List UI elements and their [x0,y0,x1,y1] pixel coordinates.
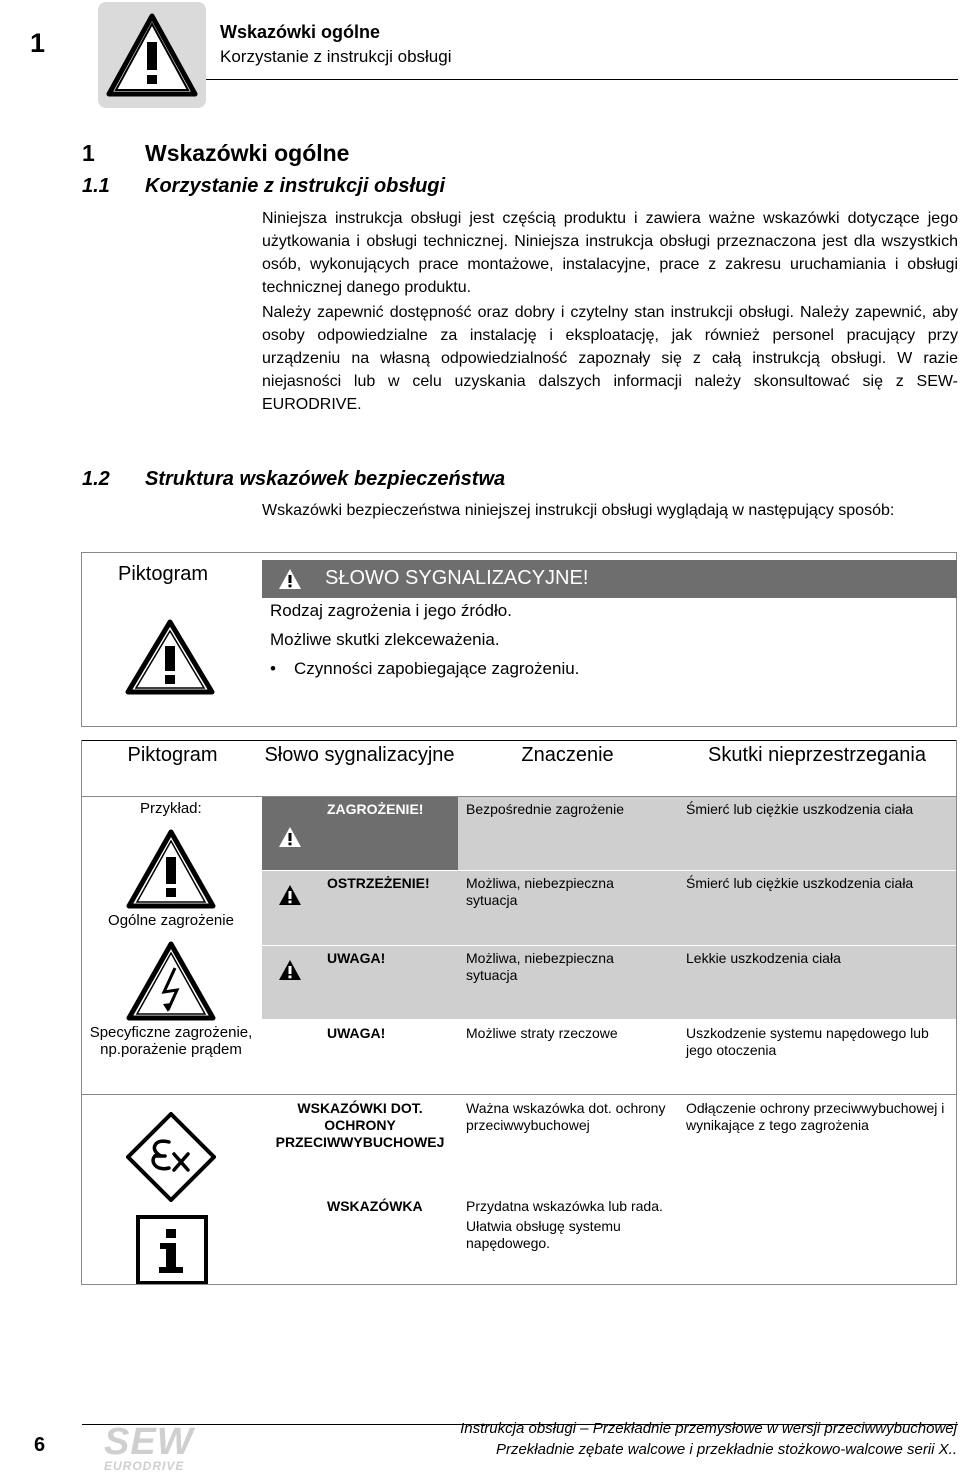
table-left-border [81,1094,82,1284]
logo-eurodrive: EURODRIVE [104,1459,185,1473]
hazard-consequence: Możliwe skutki zlekceważenia. [270,630,500,649]
hazard-prevention: Czynności zapobiegające zagrożeniu. [294,659,580,678]
header-warning-box [98,2,206,108]
paragraph-1: Niniejsza instrukcja obsługi jest częścią produktu i zawiera ważne wskazówki dotyczące jego użytkowania i obsługi technicznej. Niniejsza instrukcja obsługi przeznaczona jest dla wszystkich osób, wykonujących prace montażowe, instalacyjne, prace z zakresu uruchamiania i obsługi technicznej danego produktu. [262,210,958,296]
header-subtitle: Korzystanie z instrukcji obsługi [220,47,452,66]
section-number: 1.2 [82,468,110,490]
meaning-warning: Możliwa, niebezpieczna sytuacja [466,875,614,908]
consequence-danger: Śmierć lub ciężkie uszkodzenia ciała [686,801,914,817]
section-1-2-intro: Wskazówki bezpieczeństwa niniejszej instrukcji obsługi wyglądają w następujący sposób: [262,502,895,519]
consequence-caution: Lekkie uszkodzenia ciała [686,950,841,966]
table-right-border [956,1094,957,1284]
section-1-1-heading [82,175,445,198]
consequence-ex: Odłączenie ochrony przeciwwybuchowej i wynikające z tego zagrożenia [686,1100,945,1133]
explosion-protection-icon [126,1112,216,1202]
chapter-number: 1 [30,28,46,58]
header-rule [206,79,958,80]
table-top-rule [81,740,957,741]
meaning-info: Przydatna wskazówka lub rada. [466,1198,663,1214]
small-warning-icon [278,884,302,906]
warning-triangle-icon [98,2,206,108]
section-number: 1.1 [82,175,110,197]
sew-eurodrive-logo [104,1421,194,1473]
section-1-heading [82,140,349,167]
col-header-signal-word: Słowo sygnalizacyjne [264,744,455,766]
electric-hazard-icon [125,940,217,1022]
general-hazard-label: Ogólne zagrożenie [108,912,234,929]
col-header-consequence: Skutki nieprzestrzegania [708,744,926,766]
section-title: Korzystanie z instrukcji obsługi [145,175,446,197]
section-1-2-heading [82,468,505,491]
signal-word-ex: WSKAZÓWKI DOT. OCHRONY PRZECIWWYBUCHOWEJ [275,1100,445,1150]
meaning-notice: Możliwe straty rzeczowe [466,1025,618,1041]
small-warning-icon [278,568,302,590]
specific-hazard-label: Specyficzne zagrożenie, np.porażenie prądem [89,1024,253,1058]
small-warning-icon [278,826,302,848]
signal-word-caution: UWAGA! [327,950,386,966]
table-right-border [956,740,957,1094]
col-header-meaning: Znaczenie [521,744,614,766]
section-title: Struktura wskazówek bezpieczeństwa [145,468,506,490]
consequence-warning: Śmierć lub ciężkie uszkodzenia ciała [686,875,914,891]
section-number: 1 [82,140,95,166]
general-hazard-icon [125,828,217,910]
signal-word-danger: ZAGROŻENIE! [327,801,424,817]
section-title: Wskazówki ogólne [145,140,350,166]
meaning-info-2: Ułatwia obsługę systemu napędowego. [466,1218,621,1251]
signal-word-info: WSKAZÓWKA [327,1198,423,1214]
meaning-ex: Ważna wskazówka dot. ochrony przeciwwybuchowej [466,1100,666,1133]
signal-word: SŁOWO SYGNALIZACYJNE! [325,567,589,589]
meaning-danger: Bezpośrednie zagrożenie [466,801,624,817]
small-warning-icon [278,959,302,981]
signal-word-notice: UWAGA! [327,1025,386,1041]
signal-word-warning: OSTRZEŻENIE! [327,875,430,891]
footer-doc-subtitle: Przekładnie zębate walcowe i przekładnie stożkowo-walcowe serii X.. [495,1441,957,1458]
warning-triangle-icon [124,618,216,696]
row-separator [81,1094,957,1095]
hazard-type: Rodzaj zagrożenia i jego źródło. [270,601,512,620]
meaning-caution: Możliwa, niebezpieczna sytuacja [466,950,614,983]
table-left-border [81,740,82,1094]
row-separator [262,870,957,871]
info-icon [136,1215,208,1285]
pictogram-label: Piktogram [118,563,209,585]
footer-doc-title: Instrukcja obsługi – Przekładnie przemysłowe w wersji przeciwwybuchowej [460,1420,957,1437]
table-bottom-rule [81,1284,957,1285]
row-separator [262,945,957,946]
consequence-notice: Uszkodzenie systemu napędowego lub jego otoczenia [686,1025,929,1058]
paragraph-2: Należy zapewnić dostępność oraz dobry i czytelny stan instrukcji obsługi. Należy zapewnić, aby osoby odpowiedzialne za instalację i eksploatację, jak również personel pracujący przy urządzeniu na własną odpowiedzialność zapoznały się z całą instrukcją obsługi. W razie niejasności lub w celu uzyskania dalszych informacji należy skonsultować się z SEW-EURODRIVE. [262,304,958,413]
example-label: Przykład: [140,800,202,817]
col-header-pictogram: Piktogram [127,744,218,766]
header-title: Wskazówki ogólne [220,22,381,42]
bullet: • [270,659,276,678]
logo-sew: SEW [104,1421,194,1463]
page-number: 6 [34,1434,46,1456]
